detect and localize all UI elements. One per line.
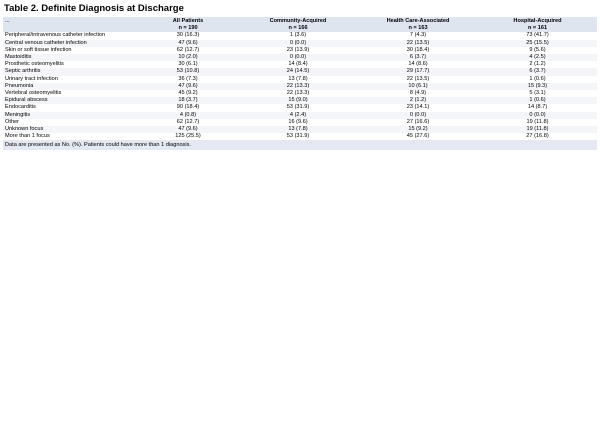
header-n-all: n = 190 xyxy=(138,25,238,32)
row-label: Septic arthritis xyxy=(3,68,138,75)
row-value: 10 (2.0) xyxy=(138,54,238,61)
row-label: Meningitis xyxy=(3,112,138,119)
row-value: 19 (11.8) xyxy=(478,126,597,133)
table-row xyxy=(3,40,597,47)
row-value: 15 (9.2) xyxy=(358,126,478,133)
table-row xyxy=(3,76,597,83)
row-value: 0 (0.0) xyxy=(478,112,597,119)
table-row xyxy=(3,133,597,140)
row-value: 4 (2.4) xyxy=(238,112,358,119)
header-corner: ... xyxy=(3,17,138,25)
row-value: 29 (17.7) xyxy=(358,68,478,75)
row-label: Prosthetic osteomyelitis xyxy=(5,61,64,68)
row-value: 4 (0.8) xyxy=(138,112,238,119)
row-value: 18 (3.7) xyxy=(138,97,238,104)
row-label: Epidural abscess xyxy=(3,97,138,104)
row-label: Peripheral/intravenous catheter infection xyxy=(5,32,106,39)
table-row xyxy=(3,90,597,97)
header-corner-blank xyxy=(3,25,138,32)
table-row xyxy=(3,47,597,54)
row-value: 1 (0.6) xyxy=(478,97,597,104)
table-row xyxy=(3,97,597,104)
row-value: 47 (9.6) xyxy=(138,126,238,133)
row-value: 14 (8.6) xyxy=(408,61,428,68)
row-value: 2 (1.2) xyxy=(529,61,546,68)
row-value: 30 (18.4) xyxy=(406,46,430,53)
row-value: 14 (8.4) xyxy=(288,61,308,68)
header-community-acquired: Community-Acquired xyxy=(238,17,358,25)
row-label: More than 1 focus xyxy=(5,133,50,140)
row-value: 36 (7.3) xyxy=(178,75,198,82)
row-value: 73 (41.7) xyxy=(526,32,549,39)
table-container xyxy=(3,3,597,150)
row-value: 13 (7.8) xyxy=(238,126,358,133)
table-row xyxy=(3,61,597,68)
row-value: 8 (4.9) xyxy=(409,90,427,97)
table-header xyxy=(3,17,597,32)
row-value: 47 (9.6) xyxy=(138,83,238,90)
row-value: 15 (9.0) xyxy=(238,97,358,104)
row-value: 15 (9.3) xyxy=(478,83,597,90)
row-value: 6 (3.7) xyxy=(478,68,597,75)
header-n-community: n = 166 xyxy=(238,25,358,32)
row-value: 90 (18.4) xyxy=(176,104,200,111)
table-row xyxy=(3,112,597,119)
row-label: Other xyxy=(5,118,19,125)
header-n-health-care: n = 163 xyxy=(358,25,478,32)
table-body xyxy=(3,32,597,140)
row-label: Endocarditis xyxy=(5,104,36,111)
row-value: 2 (1.2) xyxy=(358,97,478,104)
row-value: 14 (8.7) xyxy=(527,104,548,111)
row-value: 24 (14.5) xyxy=(238,68,358,75)
row-value: 53 (10.8) xyxy=(138,68,238,75)
row-value: 1 (3.6) xyxy=(289,32,307,39)
row-value: 53 (31.9) xyxy=(286,133,310,140)
row-value: 23 (14.1) xyxy=(406,104,430,111)
row-value: 53 (31.9) xyxy=(286,104,310,111)
row-value: 27 (16.6) xyxy=(406,118,430,125)
row-value: 0 (0.0) xyxy=(238,54,358,61)
row-value: 62 (12.7) xyxy=(176,46,200,53)
header-health-care-associated: Health Care-Associated xyxy=(358,17,478,25)
row-value: 0 (0.0) xyxy=(358,112,478,119)
row-value: 125 (25.5) xyxy=(175,133,201,140)
row-value: 13 (7.8) xyxy=(288,75,308,82)
row-value: 5 (3.1) xyxy=(529,90,546,97)
header-all-patients: All Patients xyxy=(138,17,238,25)
row-value: 0 (0.0) xyxy=(238,40,358,47)
row-value: 45 (27.6) xyxy=(406,133,430,140)
row-value: 47 (9.6) xyxy=(138,40,238,47)
table-row xyxy=(3,68,597,75)
row-value: 6 (3.7) xyxy=(358,54,478,61)
row-label: Central venous catheter infection xyxy=(3,40,138,47)
row-value: 1 (0.6) xyxy=(529,75,546,82)
row-label: Mastoiditis xyxy=(3,54,138,61)
diagnosis-table xyxy=(3,17,597,150)
table-row xyxy=(3,54,597,61)
row-value: 19 (11.8) xyxy=(526,118,549,125)
row-value: 7 (4.3) xyxy=(409,32,427,39)
header-hospital-acquired: Hospital-Acquired xyxy=(478,17,597,25)
row-value: 22 (13.3) xyxy=(238,83,358,90)
table-row xyxy=(3,119,597,126)
row-label: Unknown focus xyxy=(3,126,138,133)
row-value: 22 (13.3) xyxy=(286,90,310,97)
header-n-hospital: n = 161 xyxy=(478,25,597,32)
row-value: 30 (16.3) xyxy=(176,32,200,39)
row-value: 25 (15.5) xyxy=(478,40,597,47)
row-value: 22 (13.5) xyxy=(406,75,430,82)
table-title: Table 2. Definite Diagnosis at Discharge xyxy=(4,3,184,14)
table-row xyxy=(3,83,597,90)
row-value: 23 (13.9) xyxy=(286,46,310,53)
row-value: 30 (6.1) xyxy=(178,61,198,68)
row-label: Vertebral osteomyelitis xyxy=(5,90,62,97)
row-value: 9 (5.6) xyxy=(529,46,546,53)
row-label: Urinary tract infection xyxy=(5,75,58,82)
row-label: Skin or soft tissue infection xyxy=(5,46,72,53)
row-value: 62 (12.7) xyxy=(176,118,200,125)
table-row xyxy=(3,126,597,133)
row-value: 10 (6.1) xyxy=(358,83,478,90)
row-value: 4 (2.5) xyxy=(478,54,597,61)
row-label: Pneumonia xyxy=(3,83,138,90)
table-footnote: Data are presented as No. (%). Patients could have more than 1 diagnosis. xyxy=(3,140,597,150)
row-value: 16 (9.6) xyxy=(288,118,308,125)
table-row xyxy=(3,104,597,111)
row-value: 22 (13.5) xyxy=(358,40,478,47)
table-row xyxy=(3,32,597,39)
row-value: 45 (9.2) xyxy=(178,90,198,97)
row-value: 27 (16.8) xyxy=(526,133,549,140)
